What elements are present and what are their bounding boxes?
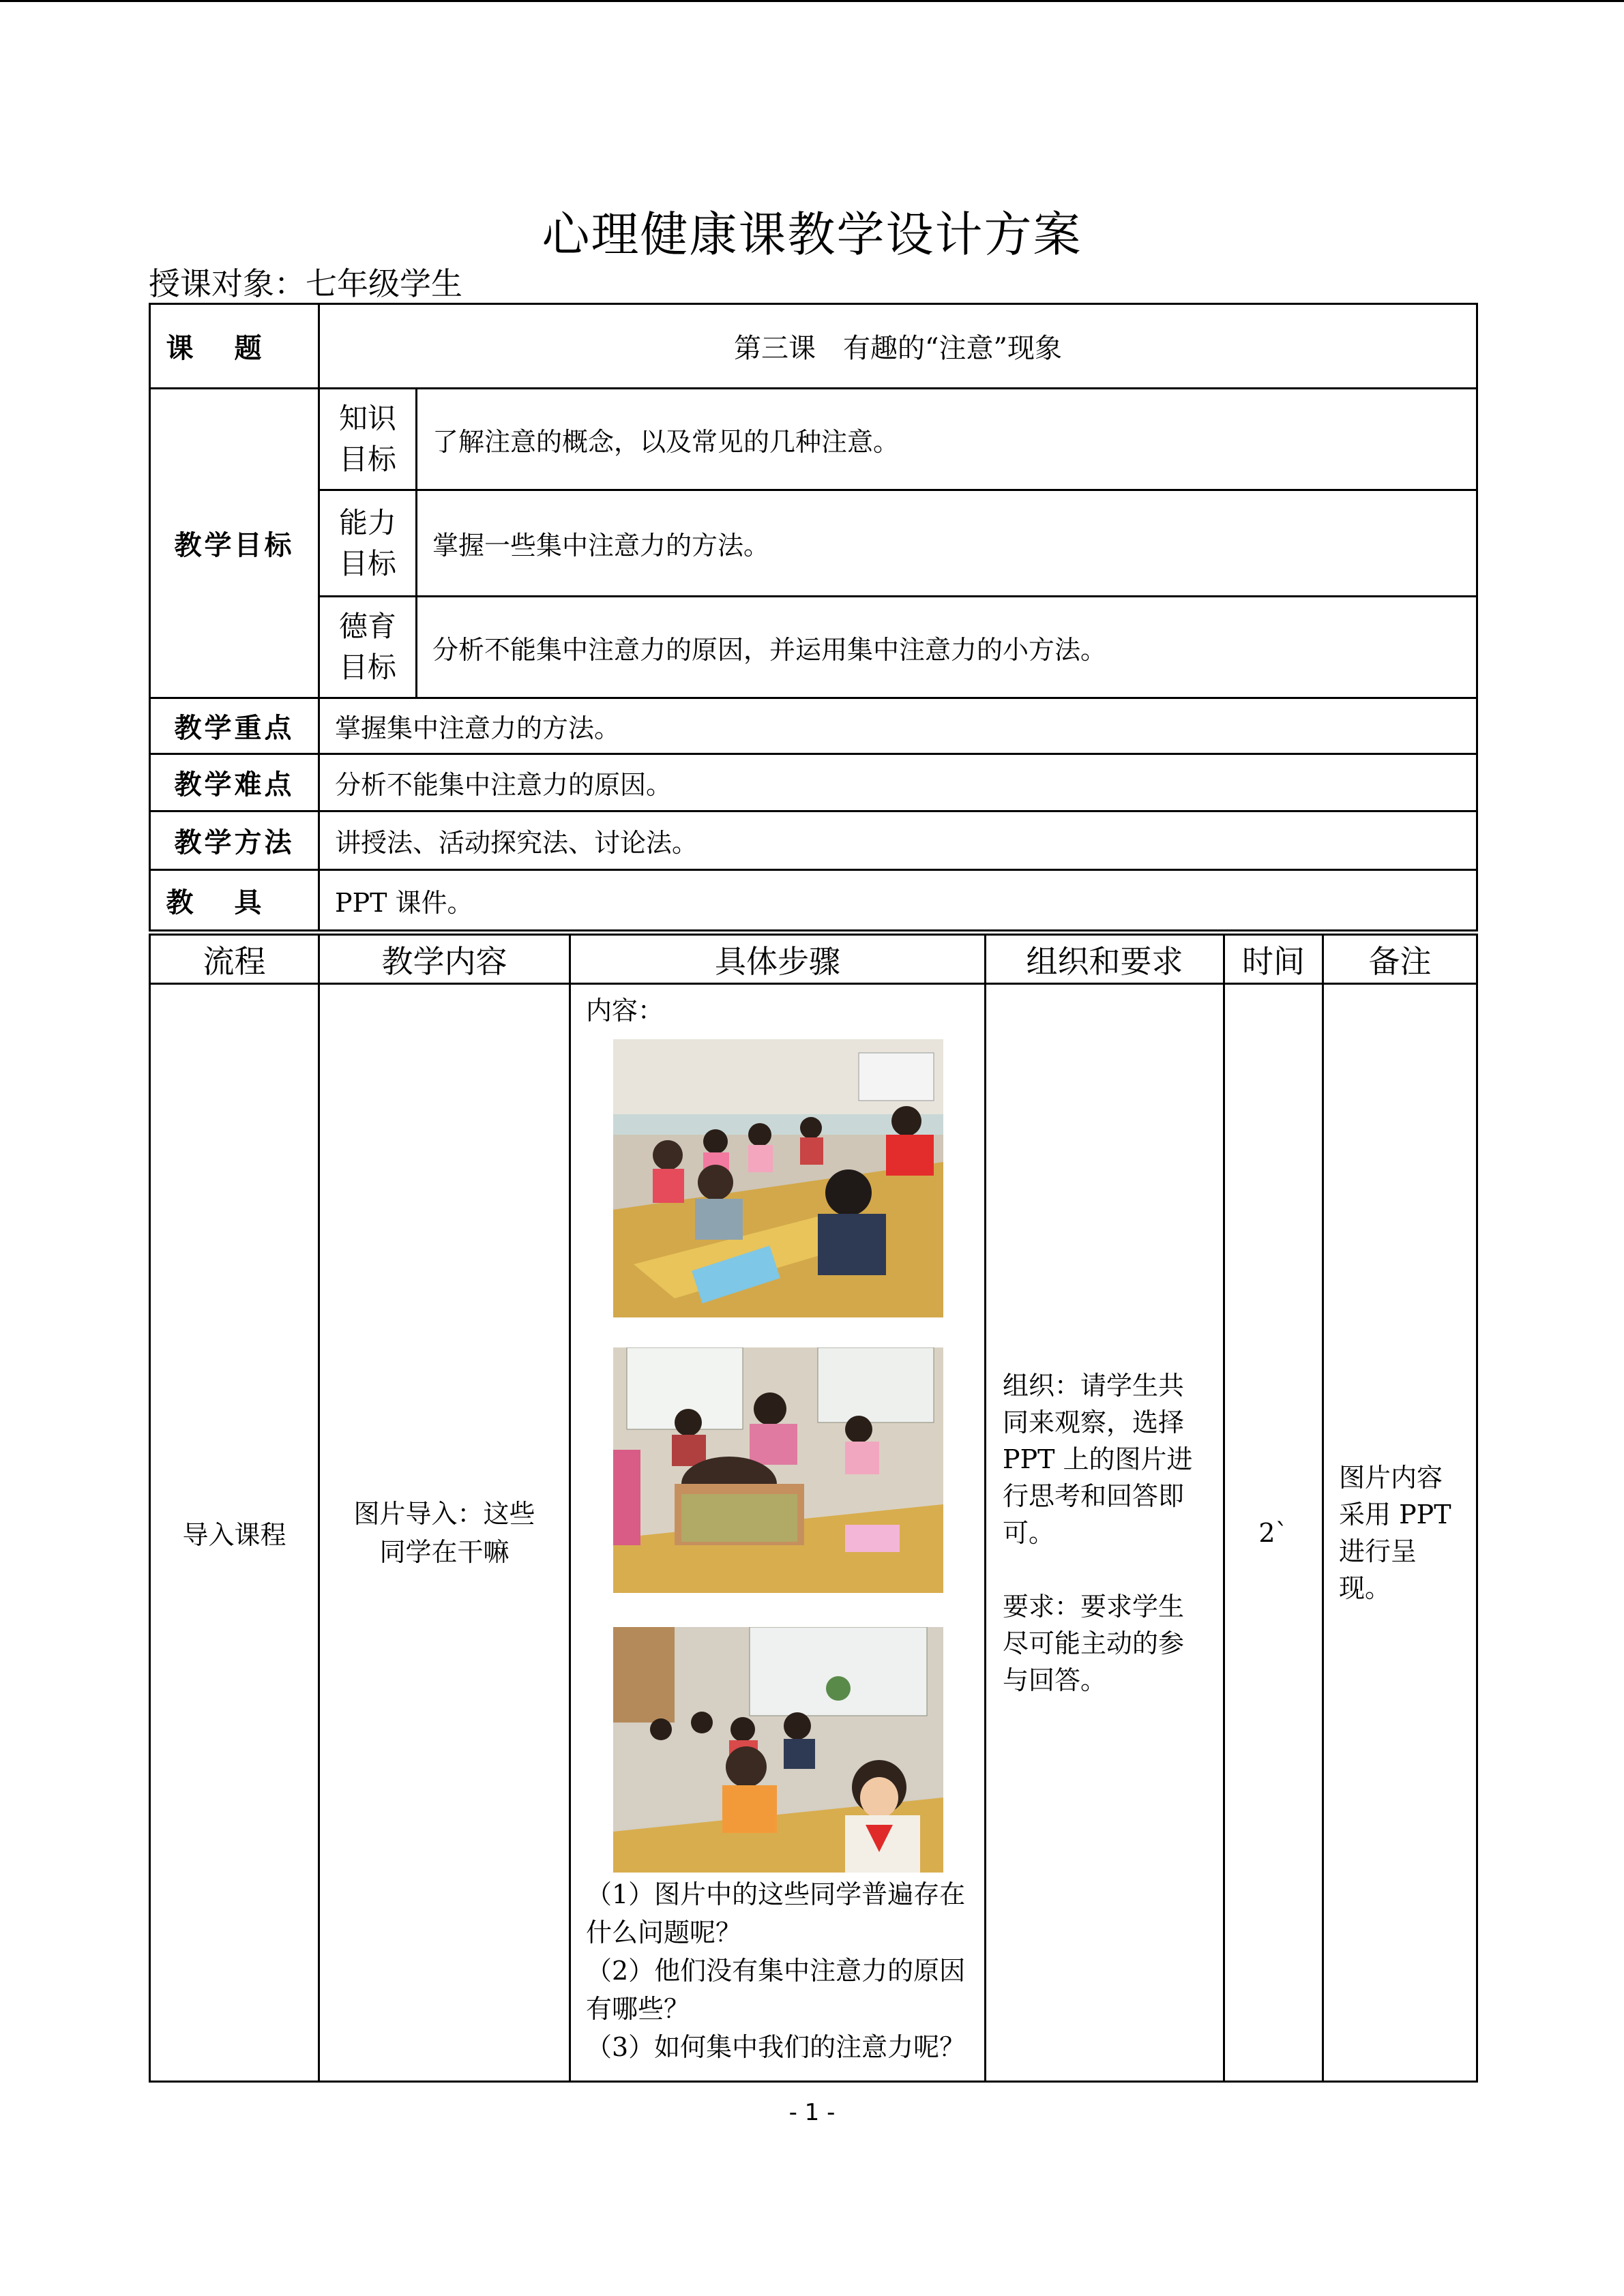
step-question-1: （1）图片中的这些同学普遍存在什么问题呢？ <box>586 1879 966 1948</box>
requirement-text: 要求：要求学生尽可能主动的参与回答。 <box>1003 1591 1185 1695</box>
goal-value-ability: 掌握一些集中注意力的方法。 <box>417 490 1477 597</box>
difficulties-row <box>150 754 1477 811</box>
classroom-photo-3 <box>613 1627 943 1873</box>
step-question-2: （2）他们没有集中注意力的原因有哪些？ <box>586 1956 966 2024</box>
methods-value: 讲授法、活动探究法、讨论法。 <box>319 811 1477 870</box>
classroom-photo-2 <box>613 1347 943 1593</box>
flow-header-note: 备注 <box>1323 935 1477 984</box>
goal-row-moral <box>150 597 1477 698</box>
flow-organization-cell <box>986 984 1224 2082</box>
topic-row <box>150 304 1477 389</box>
tools-row <box>150 870 1477 931</box>
key-points-row <box>150 698 1477 754</box>
flow-header-steps: 具体步骤 <box>570 935 986 984</box>
flow-row-intro <box>150 984 1477 2082</box>
steps-intro: 内容： <box>586 996 664 1026</box>
flow-header-row <box>150 935 1477 984</box>
goal-label-ability: 能力 目标 <box>319 490 417 597</box>
classroom-photo-1 <box>613 1039 943 1317</box>
page-title: 心理健康课教学设计方案 <box>542 207 1082 263</box>
goal-value-moral: 分析不能集中注意力的原因，并运用集中注意力的小方法。 <box>417 597 1477 698</box>
flow-header-content: 教学内容 <box>319 935 570 984</box>
key-points-label: 教学重点 <box>150 698 319 754</box>
flow-header-organization: 组织和要求 <box>986 935 1224 984</box>
info-table <box>149 303 1478 931</box>
goal-row-ability <box>150 490 1477 597</box>
flow-header-time: 时间 <box>1224 935 1323 984</box>
methods-label: 教学方法 <box>150 811 319 870</box>
topic-value: 第三课 有趣的“注意”现象 <box>319 304 1477 389</box>
step-question-3: （3）如何集中我们的注意力呢？ <box>586 2032 966 2062</box>
topic-label: 课题 <box>150 304 319 389</box>
difficulties-label: 教学难点 <box>150 754 319 811</box>
goal-label-knowledge: 知识 目标 <box>319 389 417 490</box>
key-points-value: 掌握集中注意力的方法。 <box>319 698 1477 754</box>
difficulties-value: 分析不能集中注意力的原因。 <box>319 754 1477 811</box>
flow-header-process: 流程 <box>150 935 319 984</box>
flow-steps-cell <box>570 984 986 2082</box>
audience-line: 授课对象：七年级学生 <box>149 265 462 302</box>
goal-row-knowledge <box>150 389 1477 490</box>
organization-text: 组织：请学生共同来观察，选择PPT 上的图片进行思考和回答即可。 <box>1003 1370 1193 1548</box>
goal-value-knowledge: 了解注意的概念，以及常见的几种注意。 <box>417 389 1477 490</box>
top-border <box>0 0 1624 2</box>
flow-time-cell: 2` <box>1224 984 1323 2082</box>
tools-label: 教具 <box>150 870 319 931</box>
flow-table <box>149 934 1478 2083</box>
goals-label: 教学目标 <box>150 389 319 698</box>
methods-row <box>150 811 1477 870</box>
tools-value: PPT 课件。 <box>319 870 1477 931</box>
flow-content-cell: 图片导入：这些 同学在干嘛 <box>319 984 570 2082</box>
flow-process-cell: 导入课程 <box>150 984 319 2082</box>
goal-label-moral: 德育 目标 <box>319 597 417 698</box>
flow-note-cell: 图片内容采用 PPT 进行呈现。 <box>1323 984 1477 2082</box>
page-number: - 1 - <box>788 2099 836 2126</box>
